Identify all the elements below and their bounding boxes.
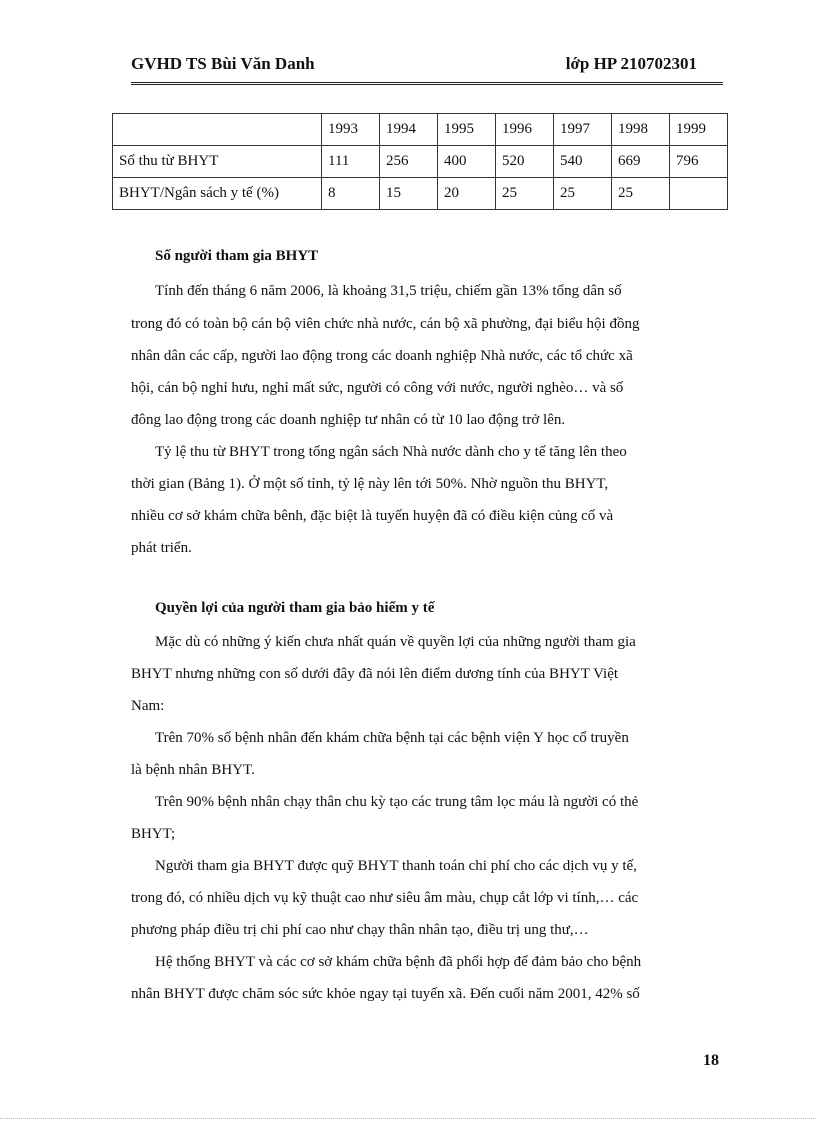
value-cell: 796 — [670, 146, 728, 178]
value-cell: 669 — [612, 146, 670, 178]
table-row — [113, 178, 728, 210]
value-cell: 540 — [554, 146, 612, 178]
paragraph-line: đông lao động trong các doanh nghiệp tư nhân có từ 10 lao động trở lên. — [131, 412, 566, 428]
paragraph-line: Tính đến tháng 6 năm 2006, là khoảng 31,5 triệu, chiếm gần 13% tổng dân số — [155, 283, 622, 299]
year-cell: 1999 — [670, 114, 728, 146]
value-cell: 8 — [322, 178, 380, 210]
paragraph-line: Trên 90% bệnh nhân chạy thân chu kỳ tạo các trung tâm lọc máu là người có thẻ — [155, 794, 639, 810]
value-cell — [670, 178, 728, 210]
value-cell: 400 — [438, 146, 496, 178]
paragraph-line: nhân BHYT được chăm sóc sức khỏe ngay tại tuyến xã. Đến cuối năm 2001, 42% số — [131, 986, 640, 1002]
section-heading-participants: Số người tham gia BHYT — [155, 248, 319, 264]
paragraph-line: Hệ thống BHYT và các cơ sở khám chữa bệnh đã phối hợp để đảm bảo cho bệnh — [155, 954, 642, 970]
paragraph-line: phát triển. — [131, 540, 192, 556]
year-cell: 1994 — [380, 114, 438, 146]
page-header — [131, 52, 723, 85]
header-class-code: lớp HP 210702301 — [565, 54, 697, 73]
paragraph-line: BHYT; — [131, 826, 176, 842]
paragraph-line: Tỷ lệ thu từ BHYT trong tổng ngân sách Nhà nước dành cho y tế tăng lên theo — [155, 444, 627, 460]
paragraph-line: nhân dân các cấp, người lao động trong các doanh nghiệp Nhà nước, các tổ chức xã — [131, 348, 633, 364]
row-label: Số thu từ BHYT — [113, 146, 322, 178]
table-corner-cell — [113, 114, 322, 146]
paragraph-line: Nam: — [131, 698, 165, 714]
year-cell: 1995 — [438, 114, 496, 146]
paragraph-line: nhiều cơ sở khám chữa bênh, đặc biệt là tuyến huyện đã có điều kiện củng cố và — [131, 508, 614, 524]
value-cell: 25 — [496, 178, 554, 210]
table-row — [113, 146, 728, 178]
value-cell: 20 — [438, 178, 496, 210]
value-cell: 111 — [322, 146, 380, 178]
year-cell: 1998 — [612, 114, 670, 146]
paragraph-line: thời gian (Bảng 1). Ở một số tỉnh, tỷ lệ này lên tới 50%. Nhờ nguồn thu BHYT, — [131, 476, 609, 492]
paragraph-line: Người tham gia BHYT được quỹ BHYT thanh toán chi phí cho các dịch vụ y tế, — [155, 858, 637, 874]
paragraph-line: trong đó, có nhiều dịch vụ kỹ thuật cao như siêu âm màu, chụp cắt lớp vi tính,… các — [131, 890, 639, 906]
year-cell: 1993 — [322, 114, 380, 146]
paragraph-line: Trên 70% số bệnh nhân đến khám chữa bệnh tại các bệnh viện Y học cổ truyền — [155, 730, 629, 746]
paragraph-line: là bệnh nhân BHYT. — [131, 762, 255, 778]
value-cell: 25 — [554, 178, 612, 210]
table-header-row — [113, 114, 728, 146]
year-cell: 1997 — [554, 114, 612, 146]
page-bottom-edge — [0, 1118, 816, 1119]
year-cell: 1996 — [496, 114, 554, 146]
paragraph-line: trong đó có toàn bộ cán bộ viên chức nhà nước, cán bộ xã phường, đại biểu hội đồng — [131, 316, 640, 332]
value-cell: 15 — [380, 178, 438, 210]
value-cell: 256 — [380, 146, 438, 178]
paragraph-line: Mặc dù có những ý kiến chưa nhất quán về quyền lợi của những người tham gia — [155, 634, 636, 650]
paragraph-line: BHYT nhưng những con số dưới đây đã nói lên điểm dương tính của BHYT Việt — [131, 666, 619, 682]
row-label: BHYT/Ngân sách y tế (%) — [113, 178, 322, 210]
header-advisor: GVHD TS Bùi Văn Danh — [131, 54, 315, 73]
value-cell: 25 — [612, 178, 670, 210]
paragraph-line: hội, cán bộ nghỉ hưu, nghỉ mất sức, người có công với nước, người nghèo… và số — [131, 380, 624, 396]
paragraph-line: phương pháp điều trị chi phí cao như chạy thân nhân tạo, điều trị ung thư,… — [131, 922, 589, 938]
page-number: 18 — [703, 1052, 719, 1069]
revenue-table — [112, 113, 728, 210]
section-heading-benefits: Quyền lợi của người tham gia bảo hiểm y tế — [155, 600, 435, 616]
value-cell: 520 — [496, 146, 554, 178]
